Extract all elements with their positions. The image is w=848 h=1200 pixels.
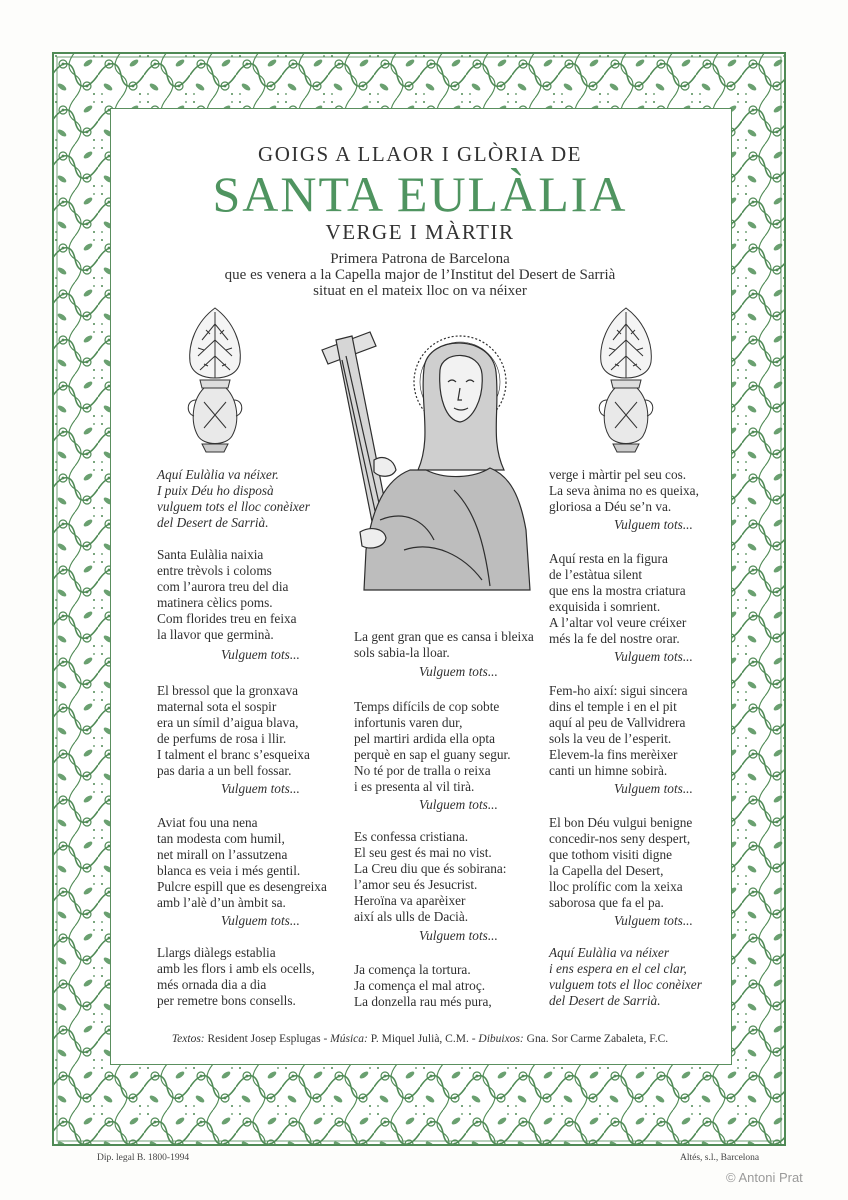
saint-illustration-icon <box>314 320 534 592</box>
verse-right-4: El bon Déu vulgui benigne concedir-nos seny despert, que tothom visiti digne la Capella del Desert, lloc prolífic com la xeixa saborosa que fa el pa. <box>549 815 693 910</box>
verse-mid-2: Temps difícils de cop sobte infortunis varen dur, pel martiri ardida ella opta perquè en sap el guany segur. No té por de tralla o reixa i es presenta al vil tirà. <box>354 699 511 794</box>
verse-mid-4: Ja comença la tortura. Ja comença el mal atroç. La donzella rau més pura, <box>354 962 492 1009</box>
printer-name: Altés, s.l., Barcelona <box>680 1153 760 1163</box>
verse-right-2: Aquí resta en la figura de l’estàtua silent que ens la mostra criatura exquisida i somrient. A l’altar vol veure créixer més la fe del nostre orar. <box>549 551 687 646</box>
refrain: Vulguem tots... <box>419 797 498 812</box>
refrain: Vulguem tots... <box>221 647 300 662</box>
credits-textos: Resident Josep Esplugas - <box>204 1033 331 1045</box>
page-subtitle: GOIGS A LLAOR I GLÒRIA DE <box>258 142 582 166</box>
verse-right-3: Fem-ho així: sigui sincera dins el temple i en el pit aquí al peu de Vallvidrera sols la veu de l’esperit. Elevem-la fins merèixer canti un himne sobirà. <box>549 683 688 778</box>
refrain: Vulguem tots... <box>221 781 300 796</box>
verse-mid-1: La gent gran que es cansa i bleixa sols sabia-la lloar. <box>354 629 534 660</box>
verse-left-1: Aquí Eulàlia va néixer. I puix Déu ho disposà vulguem tots el lloc conèixer del Desert de Sarrià. <box>157 467 310 530</box>
credits-dibuixos: Gna. Sor Carme Zabaleta, F.C. <box>523 1033 669 1045</box>
refrain: Vulguem tots... <box>221 913 300 928</box>
credits-textos-label: Textos: <box>171 1033 205 1045</box>
flower-vase-left-icon <box>184 304 246 456</box>
refrain: Vulguem tots... <box>614 781 693 796</box>
desc-line-2: que es venera a la Capella major de l’Institut del Desert de Sarrià <box>224 267 616 283</box>
verse-left-2: Santa Eulàlia naixia entre trèvols i coloms com l’aurora treu del dia matinera cèlics poms. Com florides treu en feixa la llavor que germinà. <box>157 547 297 642</box>
refrain: Vulguem tots... <box>419 928 498 943</box>
refrain: Vulguem tots... <box>614 913 693 928</box>
desc-line-1: Primera Patrona de Barcelona <box>330 251 510 267</box>
refrain: Vulguem tots... <box>614 649 693 664</box>
verse-right-1: verge i màrtir pel seu cos. La seva ànima no es queixa, gloriosa a Déu se’n va. <box>549 467 699 514</box>
credits-musica: P. Miquel Julià, C.M. - <box>367 1033 479 1045</box>
flower-vase-right-icon <box>595 304 657 456</box>
watermark: © Antoni Prat <box>726 1170 803 1185</box>
verse-left-3: El bressol que la gronxava maternal sota el sospir era un símil d’aigua blava, de perfums de rosa i llir. I talment el branc s’esqueixa pas daria a un bell fossar. <box>157 683 310 778</box>
verse-right-5: Aquí Eulàlia va néixer i ens espera en el cel clar, vulguem tots el lloc conèixer del Desert de Sarrià. <box>549 945 702 1008</box>
refrain: Vulguem tots... <box>419 664 498 679</box>
credits-dibuixos-label: Dibuixos: <box>478 1033 524 1045</box>
credits-musica-label: Música: <box>330 1033 368 1045</box>
legal-deposit: Dip. legal B. 1800-1994 <box>97 1153 190 1163</box>
description <box>110 251 730 299</box>
page-subtitle-2: VERGE I MÀRTIR <box>325 220 515 244</box>
refrain: Vulguem tots... <box>614 517 693 532</box>
verse-left-4: Aviat fou una nena tan modesta com humil, net mirall on l’assutzena blanca es veia i més gentil. Pulcre espill que es desengreixa amb l’alè d’un àmbit sa. <box>157 815 327 910</box>
page-title: SANTA EULÀLIA <box>212 166 628 222</box>
desc-line-3: situat en el mateix lloc on va néixer <box>313 283 527 299</box>
verse-left-5: Llargs diàlegs establia amb les flors i amb els ocells, més ornada dia a dia per remetre bons consells. <box>157 945 315 1008</box>
verse-mid-3: Es confessa cristiana. El seu gest és mai no vist. La Creu diu que és sobirana: l’amor seu és Jesucrist. Heroïna va aparèixer així als ulls de Dacià. <box>354 829 507 924</box>
credits <box>110 1033 730 1045</box>
